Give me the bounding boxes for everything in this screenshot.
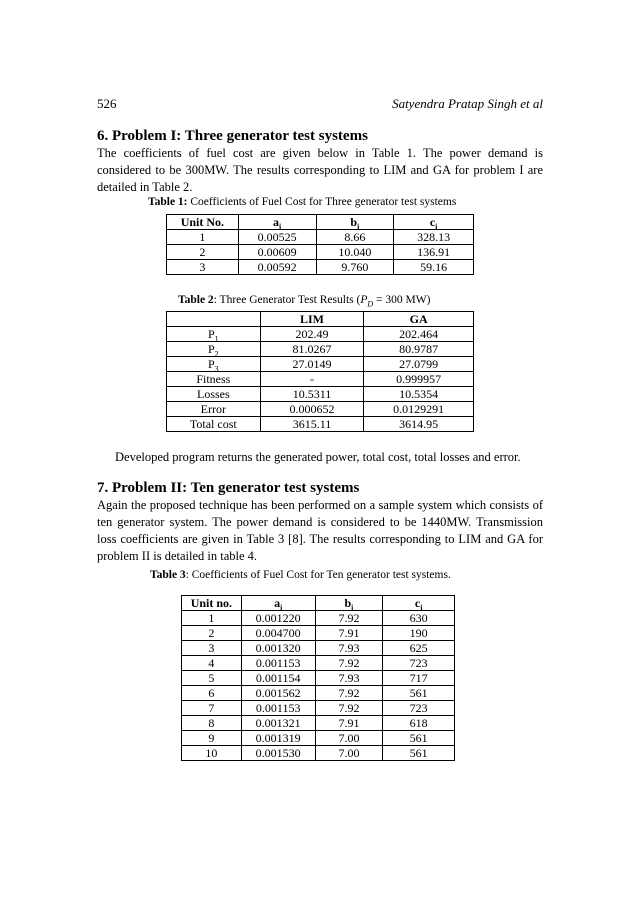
table-cell: 7.00 bbox=[315, 746, 383, 761]
table-cell: 7.93 bbox=[315, 641, 383, 656]
table-cell: 0.001220 bbox=[241, 611, 315, 626]
ga-cell: 3614.95 bbox=[364, 417, 474, 432]
table-cell: 7.92 bbox=[315, 656, 383, 671]
row-label-sub: 2 bbox=[214, 349, 219, 359]
table-row bbox=[167, 387, 474, 402]
row-label: P bbox=[207, 327, 215, 341]
section-7-paragraph: Again the proposed technique has been performed on a sample system which consists of ten generator system. The power demand is considered to be 1440MW. Transmission loss coefficients are given in Table 3 [8]. The results corresponding to LIM and GA for problem II is detailed in table 4. bbox=[97, 498, 543, 563]
table-cell: 0.001153 bbox=[241, 656, 315, 671]
table-cell: 7.92 bbox=[315, 686, 383, 701]
table-row bbox=[182, 746, 455, 761]
table-cell: 3 bbox=[182, 641, 242, 656]
ga-cell: 0.0129291 bbox=[364, 402, 474, 417]
table-cell: 10.040 bbox=[316, 245, 394, 260]
table-1-caption bbox=[148, 196, 456, 208]
table-cell: 7.93 bbox=[315, 671, 383, 686]
table-1 bbox=[166, 214, 474, 275]
table-3-caption bbox=[150, 569, 451, 581]
column-header bbox=[315, 596, 383, 611]
row-label: Error bbox=[200, 402, 226, 416]
table-cell: 0.004700 bbox=[241, 626, 315, 641]
table-row bbox=[182, 626, 455, 641]
table-2-caption-label: Table 2 bbox=[178, 294, 214, 306]
table-cell: 561 bbox=[383, 731, 455, 746]
table-row bbox=[182, 731, 455, 746]
column-header: LIM bbox=[260, 312, 364, 327]
table-2 bbox=[166, 311, 474, 432]
column-header-sub: i bbox=[280, 603, 283, 613]
row-label-cell bbox=[167, 372, 261, 387]
table-row bbox=[167, 230, 474, 245]
results-note: Developed program returns the generated power, total cost, total losses and error. bbox=[115, 450, 521, 464]
row-label: Losses bbox=[196, 387, 230, 401]
table-2-caption-text-b: = 300 MW) bbox=[373, 294, 431, 306]
table-row bbox=[182, 641, 455, 656]
table-cell: 0.00592 bbox=[238, 260, 316, 275]
lim-cell: 3615.11 bbox=[260, 417, 364, 432]
section-6-paragraph: The coefficients of fuel cost are given below in Table 1. The power demand is considered to be 300MW. The results corresponding to LIM and GA for problem I are detailed in Table 2. bbox=[97, 146, 543, 194]
table-cell: 5 bbox=[182, 671, 242, 686]
lim-cell: 27.0149 bbox=[260, 357, 364, 372]
table-1-caption-label: Table 1: bbox=[148, 196, 188, 208]
column-header bbox=[383, 596, 455, 611]
column-header bbox=[182, 596, 242, 611]
table-cell: 7.91 bbox=[315, 716, 383, 731]
column-header-label: a bbox=[274, 596, 281, 610]
row-label: Total cost bbox=[189, 417, 237, 431]
column-header-sub: i bbox=[278, 222, 282, 232]
row-label: P bbox=[207, 357, 215, 371]
table-row bbox=[182, 656, 455, 671]
table-cell: 10 bbox=[182, 746, 242, 761]
column-header-sub: i bbox=[435, 222, 438, 232]
table-2-caption bbox=[178, 294, 431, 309]
row-label-cell bbox=[167, 342, 261, 357]
page-number: 526 bbox=[97, 96, 117, 111]
table-cell: 9.760 bbox=[316, 260, 394, 275]
table-cell: 0.001319 bbox=[241, 731, 315, 746]
lim-cell: 202.49 bbox=[260, 327, 364, 342]
table-2-header-row bbox=[167, 312, 474, 327]
table-cell: 7.00 bbox=[315, 731, 383, 746]
table-cell: 0.001321 bbox=[241, 716, 315, 731]
table-3-caption-label: Table 3 bbox=[150, 569, 186, 581]
lim-cell: 10.5311 bbox=[260, 387, 364, 402]
column-header: GA bbox=[364, 312, 474, 327]
column-header-sub: i bbox=[420, 603, 423, 613]
table-cell: 561 bbox=[383, 746, 455, 761]
table-cell: 0.00525 bbox=[238, 230, 316, 245]
lim-cell: 0.000652 bbox=[260, 402, 364, 417]
table-cell: 7.92 bbox=[315, 611, 383, 626]
row-label-sub: 1 bbox=[214, 334, 219, 344]
table-cell: 0.001154 bbox=[241, 671, 315, 686]
table-cell: 6 bbox=[182, 686, 242, 701]
section-6-heading: 6. Problem I: Three generator test systems bbox=[97, 128, 368, 144]
table-cell: 3 bbox=[167, 260, 239, 275]
row-label-cell bbox=[167, 327, 261, 342]
table-2-caption-p-sub: D bbox=[367, 299, 374, 309]
column-header bbox=[241, 596, 315, 611]
row-label-cell bbox=[167, 402, 261, 417]
table-row bbox=[167, 402, 474, 417]
column-header-label: c bbox=[414, 596, 421, 610]
table-cell: 9 bbox=[182, 731, 242, 746]
table-cell: 59.16 bbox=[394, 260, 474, 275]
table-row bbox=[182, 611, 455, 626]
table-cell: 1 bbox=[167, 230, 239, 245]
table-cell: 0.00609 bbox=[238, 245, 316, 260]
table-row bbox=[167, 260, 474, 275]
table-cell: 0.001320 bbox=[241, 641, 315, 656]
table-cell: 7.91 bbox=[315, 626, 383, 641]
table-cell: 717 bbox=[383, 671, 455, 686]
table-row bbox=[167, 327, 474, 342]
running-header-authors: Satyendra Pratap Singh et al bbox=[392, 96, 543, 111]
table-cell: 8.66 bbox=[316, 230, 394, 245]
table-3-caption-text: : Coefficients of Fuel Cost for Ten generator test systems. bbox=[185, 569, 451, 581]
column-header bbox=[394, 215, 474, 230]
column-header bbox=[167, 312, 261, 327]
table-cell: 190 bbox=[383, 626, 455, 641]
column-header-sub: i bbox=[351, 603, 354, 613]
table-cell: 723 bbox=[383, 701, 455, 716]
row-label-sub: 3 bbox=[214, 364, 219, 374]
table-1-caption-text: Coefficients of Fuel Cost for Three generator test systems bbox=[187, 196, 457, 208]
table-cell: 0.001153 bbox=[241, 701, 315, 716]
row-label-cell bbox=[167, 387, 261, 402]
column-header-sub: i bbox=[357, 222, 360, 232]
row-label: P bbox=[207, 342, 215, 356]
table-cell: 723 bbox=[383, 656, 455, 671]
column-header bbox=[167, 215, 239, 230]
table-cell: 7.92 bbox=[315, 701, 383, 716]
lim-cell: 81.0267 bbox=[260, 342, 364, 357]
column-header-label: b bbox=[350, 215, 358, 229]
table-cell: 0.001562 bbox=[241, 686, 315, 701]
table-cell: 618 bbox=[383, 716, 455, 731]
table-2-caption-p: P bbox=[360, 294, 368, 306]
column-header bbox=[238, 215, 316, 230]
table-row bbox=[182, 686, 455, 701]
column-header-label: Unit No. bbox=[180, 215, 225, 229]
table-1-header-row bbox=[167, 215, 474, 230]
ga-cell: 10.5354 bbox=[364, 387, 474, 402]
column-header-label: Unit no. bbox=[190, 596, 233, 610]
table-row bbox=[167, 417, 474, 432]
row-label: Fitness bbox=[196, 372, 231, 386]
table-row bbox=[182, 701, 455, 716]
table-cell: 630 bbox=[383, 611, 455, 626]
table-cell: 0.001530 bbox=[241, 746, 315, 761]
ga-cell: 80.9787 bbox=[364, 342, 474, 357]
ga-cell: 27.0799 bbox=[364, 357, 474, 372]
table-cell: 625 bbox=[383, 641, 455, 656]
ga-cell: 0.999957 bbox=[364, 372, 474, 387]
column-header-label: a bbox=[272, 215, 279, 229]
table-row bbox=[167, 372, 474, 387]
table-2-caption-text-a: : Three Generator Test Results ( bbox=[213, 294, 361, 306]
table-cell: 328.13 bbox=[394, 230, 474, 245]
column-header-label: c bbox=[429, 215, 436, 229]
section-7-heading: 7. Problem II: Ten generator test systems bbox=[97, 480, 360, 496]
table-cell: 4 bbox=[182, 656, 242, 671]
row-label-cell bbox=[167, 357, 261, 372]
table-row bbox=[182, 671, 455, 686]
column-header bbox=[316, 215, 394, 230]
table-row bbox=[182, 716, 455, 731]
lim-cell: - bbox=[260, 372, 364, 387]
table-row bbox=[167, 342, 474, 357]
table-row bbox=[167, 245, 474, 260]
table-cell: 136.91 bbox=[394, 245, 474, 260]
table-cell: 2 bbox=[182, 626, 242, 641]
table-cell: 561 bbox=[383, 686, 455, 701]
table-cell: 1 bbox=[182, 611, 242, 626]
table-row bbox=[167, 357, 474, 372]
table-cell: 2 bbox=[167, 245, 239, 260]
table-3-header-row bbox=[182, 596, 455, 611]
table-cell: 8 bbox=[182, 716, 242, 731]
row-label-cell bbox=[167, 417, 261, 432]
ga-cell: 202.464 bbox=[364, 327, 474, 342]
table-cell: 7 bbox=[182, 701, 242, 716]
table-3 bbox=[181, 595, 455, 761]
column-header-label: b bbox=[344, 596, 352, 610]
